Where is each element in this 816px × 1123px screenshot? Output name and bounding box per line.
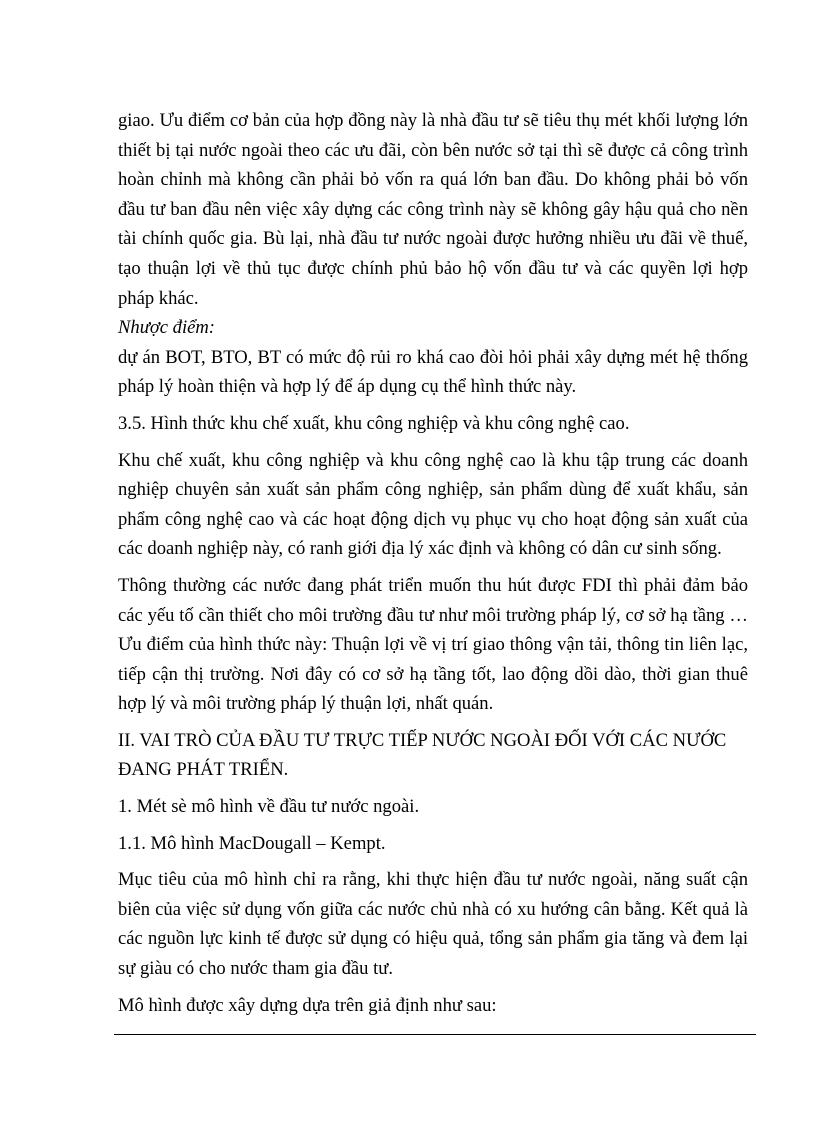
paragraph-fdi-conditions: Thông thường các nước đang phát triển muốn thu hút được FDI thì phải đảm bảo các yếu tố cần thiết cho môi trường đầu tư như môi trường pháp lý, cơ sở hạ tầng … Ưu điểm của hình thức này: Thuận lợi về vị trí giao thông vận tải, thông tin liên lạc, tiếp cận thị trường. Nơi đây có cơ sở hạ tầng tốt, lao động dồi dào, thời gian thuê hợp lý và môi trường pháp lý thuận lợi, nhất quán.: [118, 574, 748, 715]
paragraph-model-assumptions: Mô hình được xây dựng dựa trên giả định như sau:: [118, 994, 497, 1016]
document-body: [118, 106, 748, 1020]
footer-divider: [114, 1034, 756, 1035]
section-heading-1: 1. Mét sè mô hình về đầu tư nước ngoài.: [118, 796, 420, 818]
section-heading-1-1: 1.1. Mô hình MacDougall – Kempt.: [118, 832, 386, 854]
section-heading-3-5: 3.5. Hình thức khu chế xuất, khu công nghiệp và khu công nghệ cao.: [118, 412, 630, 434]
paragraph-advantages: giao. Ưu điểm cơ bản của hợp đồng này là nhà đầu tư sẽ tiêu thụ mét khối lượng lớn thiết bị tại nước ngoài theo các ưu đãi, còn bên nước sở tại thì sẽ được cả công trình hoàn chỉnh mà không cần phải bỏ vốn ra quá lớn ban đầu. Do không phải bỏ vốn đầu tư ban đầu nên việc xây dựng các công trình này sẽ không gây hậu quả cho nền tài chính quốc gia. Bù lại, nhà đầu tư nước ngoài được hưởng nhiều ưu đãi về thuế, tạo thuận lợi về thủ tục được chính phủ bảo hộ vốn đầu tư và các quyền lợi hợp pháp khác.: [118, 110, 748, 309]
paragraph-disadvantages: dự án BOT, BTO, BT có mức độ rủi ro khá cao đòi hỏi phải xây dựng mét hệ thống pháp lý hoàn thiện và hợp lý để áp dụng cụ thể hình thức này.: [118, 346, 748, 398]
paragraph-model-objective: Mục tiêu của mô hình chỉ ra rằng, khi thực hiện đầu tư nước ngoài, năng suất cận biên của việc sử dụng vốn giữa các nước chủ nhà có xu hướng cân bằng. Kết quả là các nguồn lực kinh tế được sử dụng có hiệu quả, tổng sản phẩm gia tăng và đem lại sự giàu có cho nước tham gia đầu tư.: [118, 869, 748, 980]
chapter-heading-ii: II. VAI TRÒ CỦA ĐẦU TƯ TRỰC TIẾP NƯỚC NGOÀI ĐỐI VỚI CÁC NƯỚC ĐANG PHÁT TRIỂN.: [118, 729, 727, 781]
paragraph-export-zones: Khu chế xuất, khu công nghiệp và khu công nghệ cao là khu tập trung các doanh nghiệp chuyên sản xuất sản phẩm công nghiệp, sản phẩm dùng để xuất khẩu, sản phẩm công nghệ cao và các hoạt động dịch vụ phục vụ cho hoạt động sản xuất của các doanh nghiệp này, có ranh giới địa lý xác định và không có dân cư sinh sống.: [118, 449, 748, 560]
paragraph-disadvantages-heading: Nhược điểm:: [118, 317, 215, 339]
